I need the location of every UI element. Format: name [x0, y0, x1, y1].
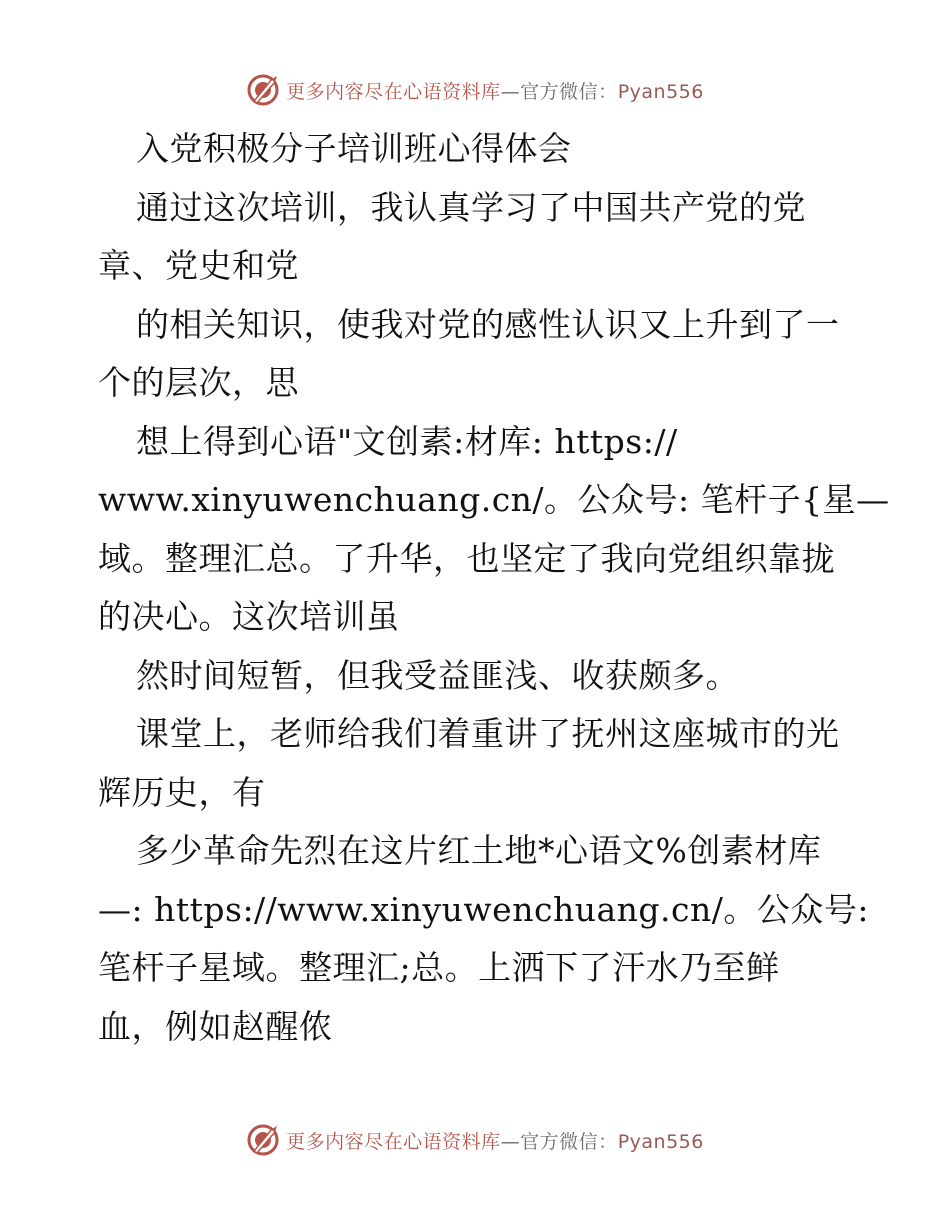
- banner-sub-text: 官方微信：: [520, 1130, 618, 1153]
- banner-wechat-id: Pyan556: [617, 80, 704, 103]
- banner-separator: —: [500, 80, 521, 103]
- text-line: —: https://www.xinyuwenchuang.cn/。公众号:: [98, 889, 869, 929]
- banner-text: [286, 1127, 704, 1154]
- text-line: 笔杆子星域。整理汇;总。上洒下了汗水乃至鲜: [98, 948, 780, 987]
- text-line: 章、党史和党: [98, 246, 299, 285]
- document-title: 入党积极分子培训班心得体会: [136, 129, 572, 168]
- text-line: 多少革命先烈在这片红土地*心语文%创素材库: [136, 831, 822, 870]
- banner-main-text: 更多内容尽在心语资料库: [286, 1130, 501, 1153]
- text-line: www.xinyuwenchuang.cn/。公众号: 笔杆子{星—: [98, 480, 890, 519]
- text-line: 个的层次，思: [98, 363, 299, 402]
- text-line: 想上得到心语"文创素:材库: https://: [136, 421, 678, 461]
- pen-circle-logo-icon: [246, 73, 280, 107]
- banner-separator: —: [500, 1130, 521, 1153]
- text-line: 的决心。这次培训虽: [98, 597, 400, 636]
- text-line: 血，例如赵醒侬: [98, 1006, 333, 1046]
- footer-banner: [0, 1120, 950, 1160]
- text-line: 域。整理汇总。了升华，也坚定了我向党组织靠拢: [98, 538, 835, 578]
- banner-sub-text: 官方微信：: [520, 80, 618, 103]
- banner-main-text: 更多内容尽在心语资料库: [286, 80, 501, 103]
- text-line: 然时间短暂，但我受益匪浅、收获颇多。: [136, 655, 739, 695]
- text-line: 辉历史，有: [98, 772, 266, 812]
- text-line: 课堂上，老师给我们着重讲了抚州这座城市的光: [136, 714, 840, 753]
- text-line: 通过这次培训，我认真学习了中国共产党的党: [136, 187, 806, 227]
- banner-wechat-id: Pyan556: [617, 1130, 704, 1153]
- document-body: [98, 120, 890, 1056]
- text-line: 的相关知识，使我对党的感性认识又上升到了一: [136, 304, 840, 344]
- header-banner: [0, 70, 950, 110]
- banner-text: [286, 77, 704, 104]
- pen-circle-logo-icon: [246, 1123, 280, 1157]
